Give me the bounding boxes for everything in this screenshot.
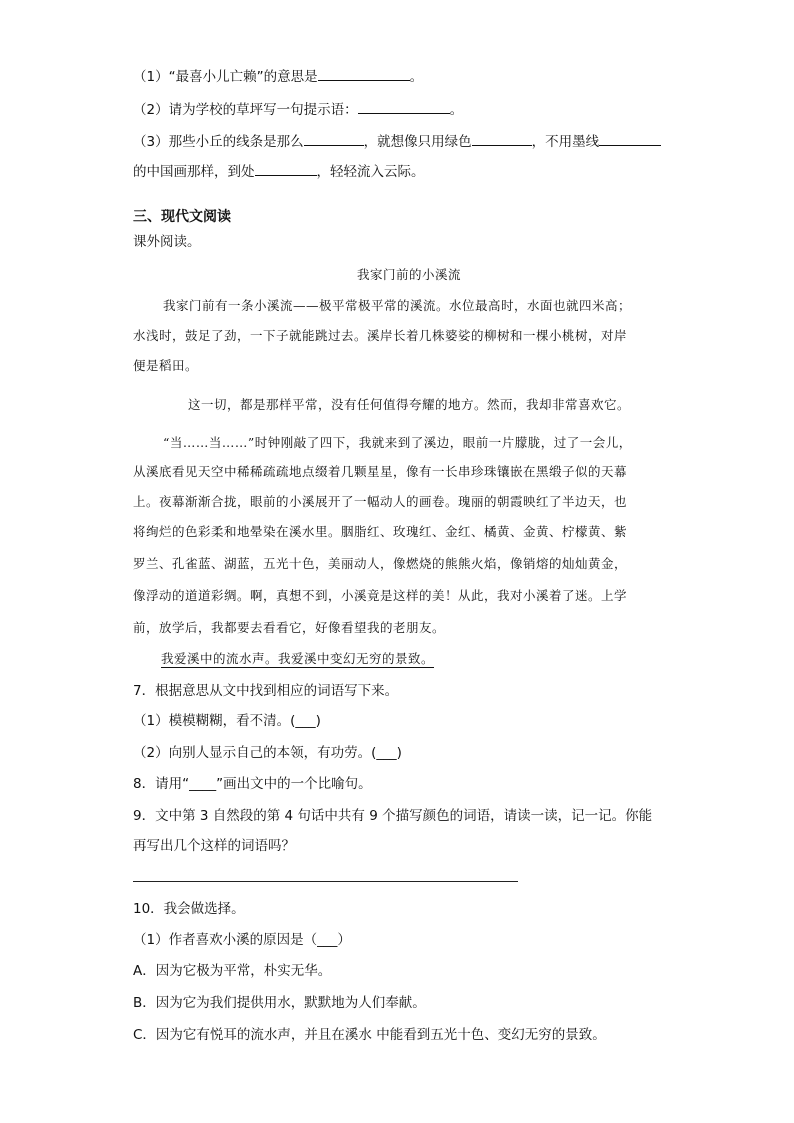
option-a[interactable]: A．因为它极为平常，朴实无华。: [133, 963, 332, 979]
question-10: 10．我会做选择。: [133, 901, 245, 917]
question-9-line-2: 再写出几个这样的词语吗？: [133, 838, 295, 854]
question-7-1: （1）模模糊糊，看不清。(___): [133, 713, 321, 729]
question-1-suffix: 。: [409, 69, 424, 85]
passage-line: 将绚烂的色彩柔和地晕染在溪水里。胭脂红、玫瑰红、金红、橘黄、金黄、柠檬黄、紫: [133, 524, 628, 539]
answer-line[interactable]: [133, 881, 518, 882]
option-c[interactable]: C．因为它有悦耳的流水声，并且在溪水 中能看到五光十色、变幻无穷的景致。: [133, 1027, 606, 1043]
question-2-text: （2）请为学校的草坪写一句提示语：: [133, 102, 358, 118]
answer-blank[interactable]: [472, 131, 532, 146]
passage-last-line: [161, 649, 434, 669]
question-1-text: （1）“最喜小儿亡赖”的意思是: [133, 69, 318, 85]
passage-line: 像浮动的道道彩绸。啊，真想不到，小溪竟是这样的美！从此，我对小溪着了迷。上学: [133, 588, 628, 603]
option-b[interactable]: B．因为它为我们提供用水，默默地为人们奉献。: [133, 995, 426, 1011]
passage-line: 前，放学后，我都要去看看它，好像看望我的老朋友。: [133, 620, 446, 635]
question-3-text: 的中国画那样，到处: [133, 164, 255, 180]
answer-blank[interactable]: [318, 66, 410, 81]
question-2-suffix: 。: [449, 102, 464, 118]
question-10-1: （1）作者喜欢小溪的原因是（___）: [133, 932, 351, 948]
answer-blank[interactable]: [358, 99, 450, 114]
passage-line: 从溪底看见天空中稀稀疏疏地点缀着几颗星星，像有一长串珍珠镶嵌在黑缎子似的天幕: [133, 464, 628, 479]
answer-blank[interactable]: [304, 131, 364, 146]
passage-title: 我家门前的小溪流: [357, 267, 462, 282]
question-9-line-1: 9．文中第 3 自然段的第 4 句话中共有 9 个描写颜色的词语，请读一读，记一记。你能: [133, 808, 653, 824]
section-intro: 课外阅读。: [133, 234, 201, 250]
question-2: [133, 99, 463, 120]
passage-line: 罗兰、孔雀蓝、湖蓝，五光十色，美丽动人，像燃烧的熊熊火焰，像销熔的灿灿黄金，: [133, 556, 628, 571]
passage-line: 上。夜幕渐渐合拢，眼前的小溪展开了一幅动人的画卷。瑰丽的朝霞映红了半边天，也: [133, 494, 628, 509]
question-3-line-2: [133, 161, 425, 182]
passage-line: “当……当……”时钟刚敲了四下，我就来到了溪边，眼前一片朦胧，过了一会儿，: [163, 435, 632, 450]
question-7: 7．根据意思从文中找到相应的词语写下来。: [133, 683, 399, 699]
passage-line: 便是稻田。: [133, 358, 199, 373]
question-8: 8．请用“____”画出文中的一个比喻句。: [133, 776, 372, 792]
question-3-line-1: [133, 131, 661, 152]
question-3-text: （3）那些小丘的线条是那么: [133, 134, 304, 150]
question-3-text: ，不用墨线: [531, 134, 600, 150]
section-heading: 三、现代文阅读: [133, 209, 231, 225]
answer-blank[interactable]: [255, 161, 317, 176]
passage-line: 水浅时，鼓足了劲，一下子就能跳过去。溪岸长着几株婆娑的柳树和一棵小桃树，对岸: [133, 328, 628, 343]
question-3-text: ，轻轻流入云际。: [316, 164, 425, 180]
question-7-2: （2）向别人显示自己的本领，有功劳。(___): [133, 745, 402, 761]
question-1: [133, 66, 423, 87]
answer-blank[interactable]: [599, 131, 661, 146]
question-3-text: ，就想像只用绿色: [363, 134, 472, 150]
underlined-sentence: 我爱溪中的流水声。我爱溪中变幻无穷的景致。: [161, 651, 435, 666]
passage-line: 我家门前有一条小溪流——极平常极平常的溪流。水位最高时，水面也就四米高；: [163, 298, 632, 313]
passage-line: 这一切，都是那样平常，没有任何值得夸耀的地方。然而，我却非常喜欢它。: [188, 397, 631, 412]
